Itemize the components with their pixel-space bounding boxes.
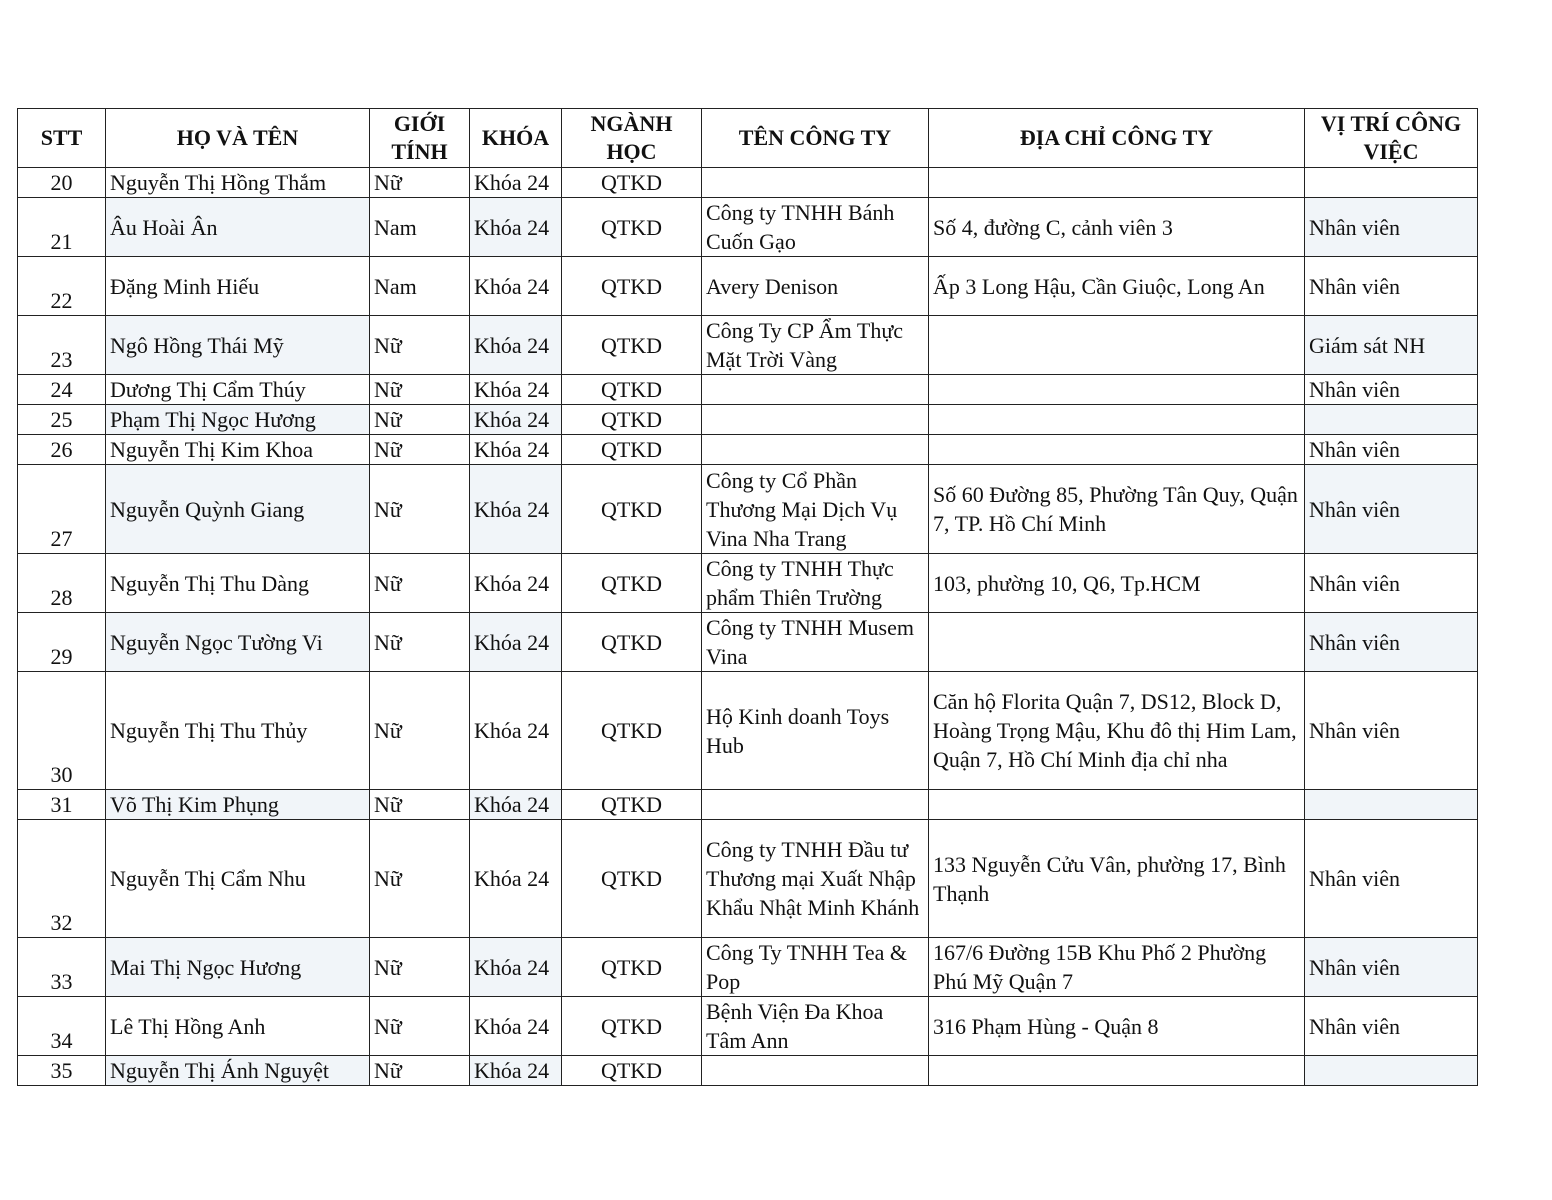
table-row	[18, 1056, 1478, 1086]
table-row	[18, 168, 1478, 198]
table-row	[18, 257, 1478, 316]
cell-gender: Nữ	[370, 405, 470, 435]
cell-stt: 24	[18, 375, 106, 405]
cell-address: 133 Nguyễn Cửu Vân, phường 17, Bình Thạnh	[929, 820, 1305, 938]
table-row	[18, 820, 1478, 938]
cell-position: Nhân viên	[1305, 465, 1478, 554]
cell-company: Công ty Cổ Phần Thương Mại Dịch Vụ Vina Nha Trang	[702, 465, 929, 554]
cell-address: Số 60 Đường 85, Phường Tân Quy, Quận 7, TP. Hồ Chí Minh	[929, 465, 1305, 554]
cell-nganh: QTKD	[562, 465, 702, 554]
cell-address: 316 Phạm Hùng - Quận 8	[929, 997, 1305, 1056]
cell-company: Công ty TNHH Đầu tư Thương mại Xuất Nhập Khẩu Nhật Minh Khánh	[702, 820, 929, 938]
cell-khoa: Khóa 24	[470, 435, 562, 465]
cell-khoa: Khóa 24	[470, 613, 562, 672]
cell-name: Âu Hoài Ân	[106, 198, 370, 257]
cell-stt: 27	[18, 465, 106, 554]
table-row	[18, 435, 1478, 465]
cell-company: Công Ty TNHH Tea & Pop	[702, 938, 929, 997]
cell-company	[702, 1056, 929, 1086]
cell-gender: Nữ	[370, 1056, 470, 1086]
cell-stt: 31	[18, 790, 106, 820]
cell-address	[929, 405, 1305, 435]
cell-gender: Nữ	[370, 613, 470, 672]
header-stt: STT	[18, 109, 106, 168]
cell-name: Nguyễn Thị Cẩm Nhu	[106, 820, 370, 938]
cell-company	[702, 375, 929, 405]
cell-address	[929, 168, 1305, 198]
cell-nganh: QTKD	[562, 435, 702, 465]
cell-khoa: Khóa 24	[470, 790, 562, 820]
cell-stt: 20	[18, 168, 106, 198]
cell-name: Mai Thị Ngọc Hương	[106, 938, 370, 997]
cell-name: Đặng Minh Hiếu	[106, 257, 370, 316]
cell-address: Căn hộ Florita Quận 7, DS12, Block D, Hoàng Trọng Mậu, Khu đô thị Him Lam, Quận 7, Hồ Chí Minh địa chỉ nha	[929, 672, 1305, 790]
cell-nganh: QTKD	[562, 168, 702, 198]
cell-stt: 25	[18, 405, 106, 435]
cell-stt: 22	[18, 257, 106, 316]
cell-name: Nguyễn Thị Kim Khoa	[106, 435, 370, 465]
cell-name: Phạm Thị Ngọc Hương	[106, 405, 370, 435]
cell-position	[1305, 790, 1478, 820]
student-employment-table	[17, 108, 1478, 1086]
header-name: HỌ VÀ TÊN	[106, 109, 370, 168]
cell-position: Nhân viên	[1305, 435, 1478, 465]
cell-khoa: Khóa 24	[470, 465, 562, 554]
table-row	[18, 672, 1478, 790]
cell-company: Bệnh Viện Đa Khoa Tâm Ann	[702, 997, 929, 1056]
cell-stt: 34	[18, 997, 106, 1056]
cell-gender: Nữ	[370, 375, 470, 405]
cell-stt: 35	[18, 1056, 106, 1086]
cell-position: Nhân viên	[1305, 198, 1478, 257]
cell-khoa: Khóa 24	[470, 820, 562, 938]
cell-nganh: QTKD	[562, 613, 702, 672]
cell-nganh: QTKD	[562, 257, 702, 316]
cell-position	[1305, 405, 1478, 435]
cell-name: Nguyễn Thị Thu Dàng	[106, 554, 370, 613]
cell-position: Nhân viên	[1305, 820, 1478, 938]
cell-company	[702, 168, 929, 198]
cell-khoa: Khóa 24	[470, 1056, 562, 1086]
table-row	[18, 554, 1478, 613]
table-row	[18, 938, 1478, 997]
cell-company: Công ty TNHH Musem Vina	[702, 613, 929, 672]
cell-nganh: QTKD	[562, 375, 702, 405]
cell-nganh: QTKD	[562, 198, 702, 257]
cell-position: Nhân viên	[1305, 938, 1478, 997]
cell-company: Công ty TNHH Thực phẩm Thiên Trường	[702, 554, 929, 613]
cell-company	[702, 435, 929, 465]
cell-name: Nguyễn Quỳnh Giang	[106, 465, 370, 554]
table-row	[18, 198, 1478, 257]
cell-name: Nguyễn Ngọc Tường Vi	[106, 613, 370, 672]
table-row	[18, 790, 1478, 820]
cell-gender: Nữ	[370, 938, 470, 997]
cell-nganh: QTKD	[562, 938, 702, 997]
cell-gender: Nữ	[370, 316, 470, 375]
cell-company	[702, 790, 929, 820]
cell-stt: 23	[18, 316, 106, 375]
cell-position: Nhân viên	[1305, 257, 1478, 316]
cell-position: Giám sát NH	[1305, 316, 1478, 375]
cell-address	[929, 613, 1305, 672]
cell-company: Avery Denison	[702, 257, 929, 316]
cell-name: Ngô Hồng Thái Mỹ	[106, 316, 370, 375]
cell-address	[929, 790, 1305, 820]
cell-nganh: QTKD	[562, 316, 702, 375]
header-nganh: NGÀNH HỌC	[562, 109, 702, 168]
cell-position: Nhân viên	[1305, 997, 1478, 1056]
cell-name: Dương Thị Cẩm Thúy	[106, 375, 370, 405]
cell-gender: Nữ	[370, 168, 470, 198]
header-position: VỊ TRÍ CÔNG VIỆC	[1305, 109, 1478, 168]
cell-khoa: Khóa 24	[470, 554, 562, 613]
cell-khoa: Khóa 24	[470, 168, 562, 198]
cell-position: Nhân viên	[1305, 554, 1478, 613]
cell-name: Võ Thị Kim Phụng	[106, 790, 370, 820]
cell-khoa: Khóa 24	[470, 198, 562, 257]
cell-position: Nhân viên	[1305, 613, 1478, 672]
cell-company	[702, 405, 929, 435]
cell-address: Ấp 3 Long Hậu, Cần Giuộc, Long An	[929, 257, 1305, 316]
cell-company: Công Ty CP Ẩm Thực Mặt Trời Vàng	[702, 316, 929, 375]
cell-address	[929, 435, 1305, 465]
cell-khoa: Khóa 24	[470, 257, 562, 316]
table-body	[18, 168, 1478, 1086]
table-row	[18, 465, 1478, 554]
cell-nganh: QTKD	[562, 997, 702, 1056]
cell-name: Nguyễn Thị Thu Thủy	[106, 672, 370, 790]
header-address: ĐỊA CHỈ CÔNG TY	[929, 109, 1305, 168]
cell-nganh: QTKD	[562, 1056, 702, 1086]
cell-position	[1305, 1056, 1478, 1086]
header-row	[18, 109, 1478, 168]
cell-gender: Nam	[370, 257, 470, 316]
cell-nganh: QTKD	[562, 672, 702, 790]
table-row	[18, 613, 1478, 672]
cell-name: Lê Thị Hồng Anh	[106, 997, 370, 1056]
cell-gender: Nữ	[370, 672, 470, 790]
cell-position	[1305, 168, 1478, 198]
cell-gender: Nam	[370, 198, 470, 257]
cell-khoa: Khóa 24	[470, 938, 562, 997]
table-row	[18, 405, 1478, 435]
cell-address	[929, 316, 1305, 375]
cell-khoa: Khóa 24	[470, 316, 562, 375]
cell-gender: Nữ	[370, 820, 470, 938]
table-row	[18, 997, 1478, 1056]
cell-gender: Nữ	[370, 790, 470, 820]
cell-company: Hộ Kinh doanh Toys Hub	[702, 672, 929, 790]
cell-nganh: QTKD	[562, 790, 702, 820]
cell-stt: 30	[18, 672, 106, 790]
cell-address	[929, 375, 1305, 405]
cell-gender: Nữ	[370, 465, 470, 554]
cell-stt: 32	[18, 820, 106, 938]
header-company: TÊN CÔNG TY	[702, 109, 929, 168]
cell-address: Số 4, đường C, cảnh viên 3	[929, 198, 1305, 257]
cell-khoa: Khóa 24	[470, 672, 562, 790]
cell-gender: Nữ	[370, 435, 470, 465]
table-row	[18, 316, 1478, 375]
cell-nganh: QTKD	[562, 554, 702, 613]
header-gender: GIỚI TÍNH	[370, 109, 470, 168]
cell-stt: 33	[18, 938, 106, 997]
cell-address	[929, 1056, 1305, 1086]
cell-nganh: QTKD	[562, 820, 702, 938]
cell-name: Nguyễn Thị Hồng Thắm	[106, 168, 370, 198]
cell-position: Nhân viên	[1305, 375, 1478, 405]
cell-khoa: Khóa 24	[470, 375, 562, 405]
cell-khoa: Khóa 24	[470, 405, 562, 435]
cell-address: 103, phường 10, Q6, Tp.HCM	[929, 554, 1305, 613]
cell-name: Nguyễn Thị Ánh Nguyệt	[106, 1056, 370, 1086]
cell-position: Nhân viên	[1305, 672, 1478, 790]
cell-nganh: QTKD	[562, 405, 702, 435]
cell-gender: Nữ	[370, 997, 470, 1056]
cell-gender: Nữ	[370, 554, 470, 613]
cell-stt: 28	[18, 554, 106, 613]
cell-company: Công ty TNHH Bánh Cuốn Gạo	[702, 198, 929, 257]
table-row	[18, 375, 1478, 405]
cell-stt: 21	[18, 198, 106, 257]
header-khoa: KHÓA	[470, 109, 562, 168]
cell-stt: 26	[18, 435, 106, 465]
cell-khoa: Khóa 24	[470, 997, 562, 1056]
cell-address: 167/6 Đường 15B Khu Phố 2 Phường Phú Mỹ Quận 7	[929, 938, 1305, 997]
cell-stt: 29	[18, 613, 106, 672]
